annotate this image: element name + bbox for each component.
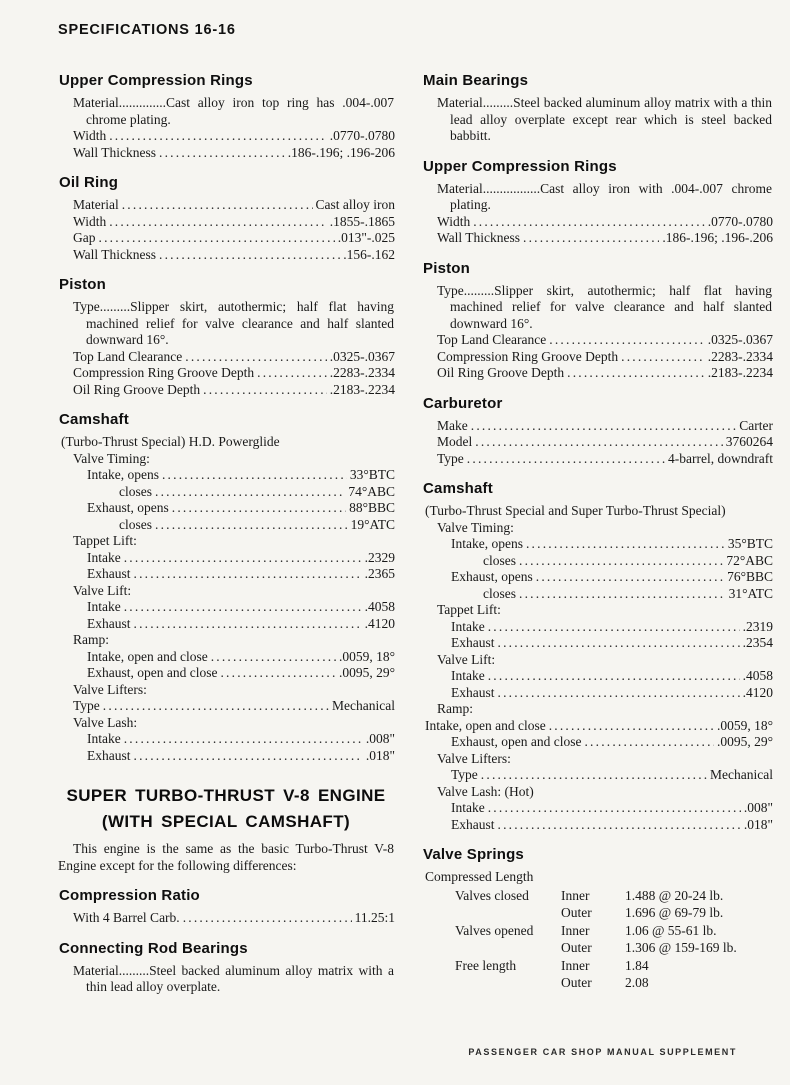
section-title-major: SUPER TURBO-THRUST V-8 ENGINE	[66, 786, 386, 805]
dot-leader	[621, 349, 705, 366]
spec-label: Intake, opens	[87, 467, 159, 482]
dot-leader	[155, 517, 348, 534]
dot-leader	[109, 214, 327, 231]
spec-value: .0770-.0780	[329, 128, 395, 143]
spec-value: .2283-.2334	[329, 365, 395, 380]
spec-section	[421, 260, 773, 382]
spec-section	[57, 276, 395, 398]
spec-value: .186-.196; .196-.206	[662, 230, 773, 245]
spec-label: closes	[119, 483, 152, 499]
spec-value: .2283-.2334	[707, 348, 773, 364]
spec-row	[437, 418, 773, 435]
spec-label: Exhaust	[451, 816, 495, 832]
section-title: Valve Springs	[423, 846, 524, 863]
section-note: Compressed Length	[425, 869, 534, 884]
spec-section	[57, 174, 395, 263]
dot-leader	[257, 365, 327, 382]
spec-subheading: Valve Lift:	[73, 582, 132, 598]
spec-label: closes	[119, 516, 152, 532]
spec-value: 76°BBC	[727, 569, 773, 584]
spec-section	[421, 72, 773, 145]
spec-label: Intake	[451, 618, 485, 634]
dot-leader	[536, 569, 724, 586]
spec-row	[87, 599, 395, 616]
spec-value: 3760264	[725, 434, 773, 449]
dot-leader	[488, 619, 740, 636]
spec-section	[421, 158, 773, 247]
spec-value: .2329	[364, 549, 395, 565]
spec-row	[437, 349, 773, 366]
spec-label: Type	[451, 767, 478, 782]
spec-row	[73, 382, 395, 399]
spec-label: Exhaust	[87, 747, 131, 763]
spec-row	[73, 698, 395, 715]
spec-value: 88°BBC	[349, 500, 395, 515]
spec-subheading: Valve Lash: (Hot)	[437, 783, 534, 799]
spec-value: Mechanical	[710, 767, 773, 782]
spec-subheading: Ramp:	[73, 632, 109, 647]
spec-label: closes	[483, 552, 516, 568]
dot-leader	[185, 349, 326, 366]
spec-label: With 4 Barrel Carb.	[73, 910, 180, 925]
spec-flow-row: Type.........Slipper skirt, autothermic; half flat having machined relief for valve clearance and half slanted downward 16°.	[437, 282, 772, 331]
spec-value: Mechanical	[332, 698, 395, 713]
spec-value: .4120	[742, 684, 773, 700]
spec-value: .1855-.1865	[329, 213, 395, 229]
spec-value: .2365	[364, 566, 395, 581]
dot-leader	[549, 718, 714, 735]
dot-leader	[498, 817, 741, 834]
intro-paragraph: This engine is the same as the basic Turbo-Thrust V-8 Engine except for the following differences:	[58, 841, 394, 873]
dot-leader	[584, 734, 714, 751]
table-cell: 1.06 @ 55-61 lb.	[625, 922, 717, 938]
dot-leader	[498, 685, 740, 702]
spec-row	[451, 685, 773, 702]
dot-leader	[162, 467, 347, 484]
spec-value: .0059, 18°	[338, 648, 395, 664]
spec-row	[73, 910, 395, 927]
dot-leader	[473, 214, 705, 231]
spec-flow-row: Material.........Steel backed aluminum alloy matrix with a thin lead alloy overplate.	[73, 962, 394, 994]
spec-subheading: Valve Lift:	[437, 651, 496, 667]
page-title: SPECIFICATIONS 16-16	[58, 22, 236, 38]
dot-leader	[124, 731, 363, 748]
spec-row	[451, 767, 773, 784]
spec-section	[421, 480, 773, 833]
table-cell: Valves closed	[455, 887, 529, 903]
spec-value: 4-barrel, downdraft	[668, 450, 773, 466]
table-cell: Outer	[561, 905, 592, 920]
section-title: Upper Compression Rings	[423, 157, 617, 175]
dot-leader	[124, 599, 362, 616]
spec-label: Intake	[87, 549, 121, 565]
spec-row	[451, 569, 773, 586]
table-row	[455, 974, 773, 992]
spec-label: Make	[437, 417, 468, 433]
spec-row	[73, 145, 395, 162]
section-title: Carburetor	[423, 394, 503, 412]
spec-subheading: Valve Lifters:	[73, 681, 147, 697]
dot-leader	[471, 418, 737, 435]
section-title: Piston	[423, 259, 471, 277]
section-title: Camshaft	[423, 480, 493, 497]
table-cell: 2.08	[625, 975, 649, 990]
spec-label: Oil Ring Groove Depth	[437, 365, 565, 380]
spec-row	[451, 817, 773, 834]
spec-flow-row: Material..............Cast alloy iron top ring has .004-.007 chrome plating.	[73, 95, 394, 127]
section-title: Main Bearings	[423, 72, 529, 89]
spec-value: .4058	[742, 668, 773, 683]
dot-leader	[183, 910, 352, 927]
spec-row	[451, 619, 773, 636]
table-row	[455, 939, 773, 957]
spec-flow-row: Material.................Cast alloy iron with .004-.007 chrome plating.	[437, 180, 772, 212]
spec-row	[119, 484, 395, 501]
spec-value: .0770-.0780	[707, 213, 773, 229]
spec-label: Exhaust	[87, 566, 131, 581]
spec-columns	[57, 70, 773, 996]
spec-row	[451, 800, 773, 817]
spec-value: Cast alloy iron	[315, 197, 395, 212]
section-note: (Turbo-Thrust Special and Super Turbo-Thrust Special)	[425, 503, 726, 518]
spec-label: Exhaust	[451, 684, 495, 700]
dot-leader	[155, 484, 345, 501]
dot-leader	[134, 748, 363, 765]
spec-row	[87, 467, 395, 484]
spec-row	[451, 635, 773, 652]
dot-leader	[159, 145, 285, 162]
spec-value: .0095, 29°	[716, 734, 773, 749]
spec-section	[57, 72, 395, 161]
spec-label: Exhaust, open and close	[451, 734, 582, 749]
table-row	[455, 922, 773, 940]
spec-flow-row: Material.........Steel backed aluminum alloy matrix with a thin lead alloy overplate except rear which is steel backed babbitt.	[437, 95, 772, 143]
spec-subheading: Valve Lash:	[73, 714, 138, 730]
spec-row	[437, 230, 773, 247]
dot-leader	[488, 800, 741, 817]
spec-label: Intake	[451, 800, 485, 815]
spec-value: 35°BTC	[727, 536, 773, 551]
dot-leader	[134, 566, 362, 583]
spec-row	[87, 550, 395, 567]
spec-subheading: Valve Lifters:	[437, 750, 511, 766]
table-cell	[455, 904, 561, 922]
spec-row	[451, 536, 773, 553]
section-title: Oil Ring	[59, 174, 119, 191]
spec-row	[119, 517, 395, 534]
spec-row	[437, 434, 773, 451]
spec-value: .2354	[742, 635, 773, 650]
dot-leader	[523, 230, 659, 247]
table-row	[455, 887, 773, 905]
valve-springs-table	[455, 887, 773, 992]
spec-subheading: Tappet Lift:	[73, 533, 137, 548]
dot-leader	[475, 434, 723, 451]
table-cell: Inner	[561, 957, 590, 973]
spec-flow-row: Type.........Slipper skirt, autothermic; half flat having machined relief for valve clearance and half slanted downward 16°.	[73, 299, 394, 347]
dot-leader	[159, 247, 340, 264]
spec-section	[421, 395, 773, 468]
spec-value: .008"	[365, 731, 395, 746]
spec-row	[483, 586, 773, 603]
dot-leader	[488, 668, 740, 685]
spec-label: Exhaust, opens	[87, 500, 169, 515]
spec-value: 19°ATC	[350, 516, 395, 532]
section-title: Connecting Rod Bearings	[59, 939, 248, 957]
spec-value: .2183-.2234	[329, 381, 395, 397]
spec-row	[483, 553, 773, 570]
table-cell: 1.488 @ 20-24 lb.	[625, 887, 724, 903]
spec-subheading: Valve Timing:	[437, 519, 514, 535]
dot-leader	[109, 128, 327, 145]
table-cell: Valves opened	[455, 922, 534, 938]
table-cell: Inner	[561, 887, 590, 903]
spec-value: .186-.196; .196-206	[287, 144, 395, 160]
spec-label: Compression Ring Groove Depth	[73, 365, 255, 380]
table-cell	[455, 974, 561, 992]
spec-value: .013"-.025	[337, 230, 395, 245]
spec-section	[57, 887, 395, 927]
dot-leader	[519, 586, 726, 603]
spec-label: Intake	[87, 731, 121, 746]
table-row	[455, 957, 773, 975]
table-cell: Outer	[561, 975, 592, 990]
spec-label: Intake	[451, 668, 485, 683]
spec-label: Type	[73, 698, 100, 713]
spec-label: Model	[437, 434, 473, 449]
spec-label: Gap	[73, 230, 96, 245]
spec-subheading: Ramp:	[437, 701, 473, 716]
spec-label: Compression Ring Groove Depth	[437, 348, 619, 364]
dot-leader	[567, 365, 705, 382]
spec-section	[57, 411, 395, 764]
spec-value: 33°BTC	[349, 467, 395, 482]
spec-label: Width	[73, 128, 107, 143]
dot-leader	[211, 649, 336, 666]
table-cell	[455, 939, 561, 957]
section-note: (Turbo-Thrust Special) H.D. Powerglide	[61, 434, 280, 449]
section-title: Piston	[59, 276, 107, 293]
spec-value: .4120	[364, 615, 395, 631]
spec-value: .0095, 29°	[338, 665, 395, 680]
dot-leader	[103, 698, 329, 715]
spec-row	[73, 349, 395, 366]
spec-value: .4058	[364, 599, 395, 614]
spec-section	[57, 784, 395, 874]
spec-value: 72°ABC	[726, 552, 773, 568]
spec-label: Width	[437, 213, 471, 229]
dot-leader	[134, 616, 362, 633]
spec-row	[87, 748, 395, 765]
footer-text: PASSENGER CAR SHOP MANUAL SUPPLEMENT	[468, 1047, 737, 1057]
spec-value: .2183-.2234	[707, 365, 773, 380]
dot-leader	[122, 197, 313, 214]
spec-label: Type	[437, 450, 464, 466]
spec-value: .0325-.0367	[329, 348, 395, 364]
section-title: Upper Compression Rings	[59, 72, 253, 89]
spec-label: Exhaust	[451, 635, 495, 650]
spec-label: Intake	[87, 599, 121, 614]
spec-label: Material	[73, 197, 119, 212]
spec-row	[437, 214, 773, 231]
table-cell: 1.84	[625, 957, 649, 973]
dot-leader	[172, 500, 346, 517]
spec-label: Wall Thickness	[437, 230, 521, 245]
spec-subheading: Valve Timing:	[73, 450, 150, 466]
spec-row	[451, 668, 773, 685]
spec-label: Intake, opens	[451, 536, 523, 551]
spec-section	[57, 940, 395, 996]
spec-value: .0059, 18°	[716, 717, 773, 733]
section-title-major: (WITH SPECIAL CAMSHAFT)	[101, 812, 351, 831]
spec-subheading: Tappet Lift:	[437, 602, 501, 617]
dot-leader	[519, 553, 723, 570]
spec-value: 31°ATC	[728, 585, 773, 601]
spec-row	[451, 734, 773, 751]
dot-leader	[498, 635, 740, 652]
dot-leader	[549, 332, 704, 349]
dot-leader	[526, 536, 725, 553]
spec-row	[87, 500, 395, 517]
spec-value: 11.25:1	[354, 910, 395, 925]
spec-row	[87, 731, 395, 748]
spec-label: closes	[483, 585, 516, 601]
spec-row	[437, 332, 773, 349]
spec-label: Wall Thickness	[73, 246, 157, 262]
spec-label: Exhaust, open and close	[87, 665, 218, 680]
spec-row	[425, 718, 773, 735]
spec-value: .2319	[742, 618, 773, 634]
table-cell: Free length	[455, 957, 517, 973]
spec-row	[73, 365, 395, 382]
spec-value: .018"	[365, 747, 395, 763]
spec-row	[87, 566, 395, 583]
dot-leader	[203, 382, 327, 399]
spec-row	[73, 230, 395, 247]
spec-label: Top Land Clearance	[437, 332, 547, 347]
spec-value: .156-.162	[343, 246, 395, 262]
spec-label: Width	[73, 213, 107, 229]
spec-section	[421, 846, 773, 992]
table-cell: 1.696 @ 69-79 lb.	[625, 905, 724, 920]
table-cell: Inner	[561, 922, 590, 938]
dot-leader	[220, 665, 336, 682]
spec-label: Intake, open and close	[425, 717, 546, 733]
spec-value: Carter	[739, 417, 773, 433]
spec-label: Exhaust, opens	[451, 569, 533, 584]
dot-leader	[99, 230, 335, 247]
table-cell: Outer	[561, 940, 592, 955]
spec-label: Oil Ring Groove Depth	[73, 381, 201, 397]
section-title: Camshaft	[59, 411, 129, 428]
spec-label: Intake, open and close	[87, 648, 208, 664]
spec-label: Exhaust	[87, 615, 131, 631]
dot-leader	[481, 767, 707, 784]
spec-row	[87, 649, 395, 666]
table-row	[455, 904, 773, 922]
right-column	[421, 70, 773, 992]
section-title: Compression Ratio	[59, 887, 200, 904]
spec-value: 74°ABC	[348, 483, 395, 499]
dot-leader	[467, 451, 665, 468]
spec-row	[87, 665, 395, 682]
spec-row	[73, 247, 395, 264]
dot-leader	[124, 550, 362, 567]
left-column	[57, 70, 395, 996]
spec-row	[87, 616, 395, 633]
spec-value: .0325-.0367	[707, 332, 773, 347]
spec-row	[73, 128, 395, 145]
spec-row	[437, 365, 773, 382]
spec-label: Top Land Clearance	[73, 348, 183, 364]
spec-row	[73, 197, 395, 214]
spec-row	[437, 451, 773, 468]
spec-label: Wall Thickness	[73, 144, 157, 160]
spec-value: .018"	[743, 816, 773, 832]
table-cell: 1.306 @ 159-169 lb.	[625, 940, 737, 955]
spec-row	[73, 214, 395, 231]
spec-value: .008"	[743, 800, 773, 815]
